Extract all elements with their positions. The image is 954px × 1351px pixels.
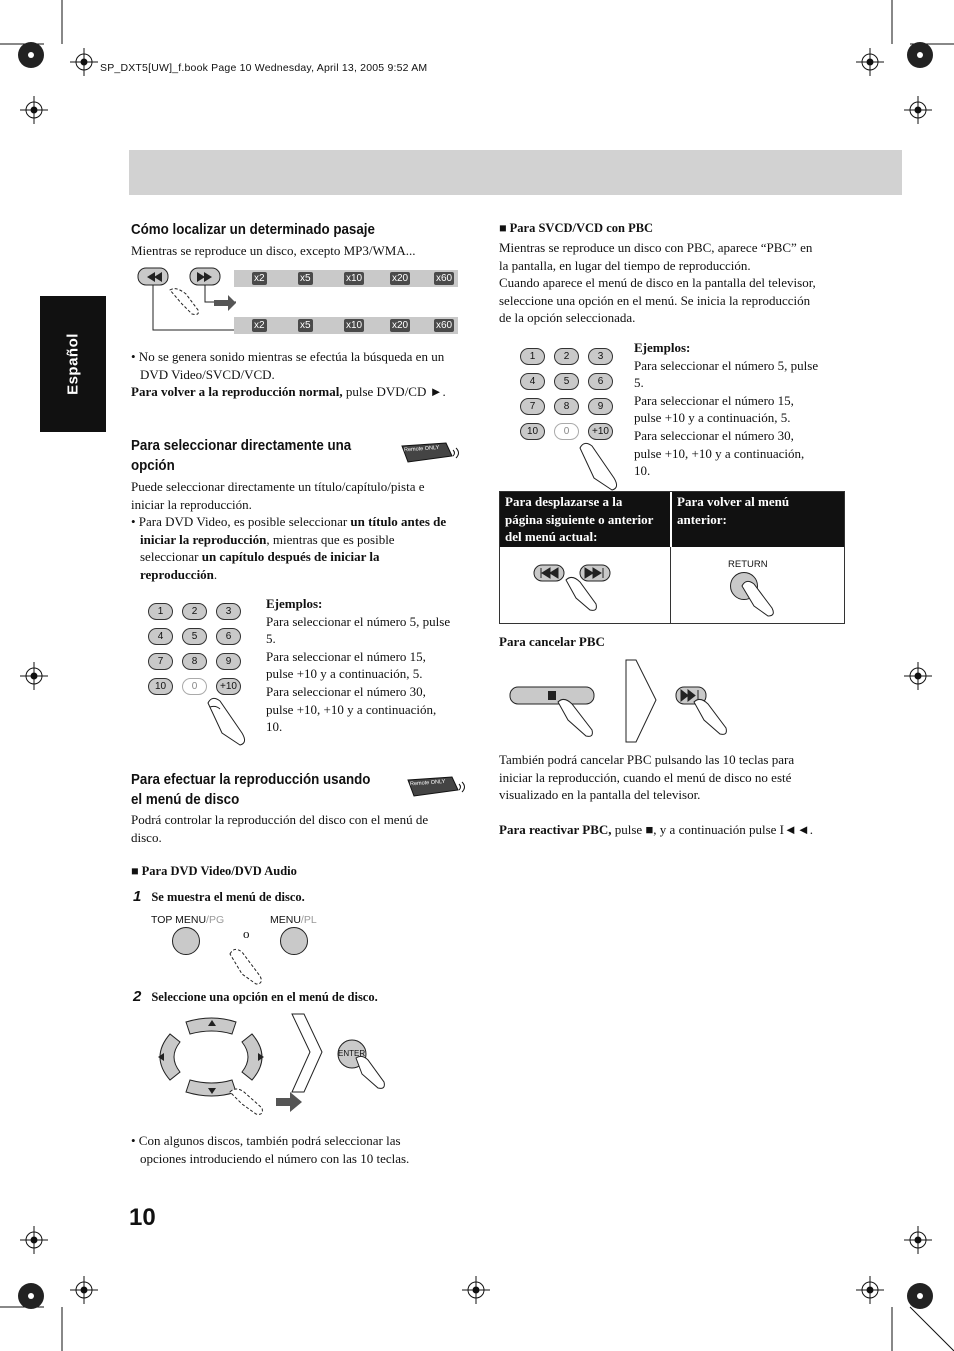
reactivate-bold: Para reactivar PBC,	[499, 822, 612, 837]
language-tab-label: Español	[64, 333, 82, 395]
direct-bullet-line2	[131, 531, 476, 549]
direct-bullet-line3	[131, 548, 476, 566]
menu-bullet-1: • Con algunos discos, también podrá seleccionar las	[131, 1133, 401, 1148]
top-menu-label	[151, 914, 224, 926]
menu-sub: /PL	[300, 914, 317, 926]
ex-right-6: 10.	[634, 463, 651, 479]
page-number: 10	[129, 1204, 156, 1231]
ex-right-3: pulse +10 y a continuación, 5.	[634, 410, 791, 426]
cancel-line-0: También podrá cancelar PBC pulsando las 10 teclas para	[499, 752, 795, 767]
key-8[interactable]: 8	[554, 398, 579, 415]
key-10[interactable]: 10	[148, 678, 173, 695]
menu-button[interactable]	[280, 927, 308, 955]
key-plus10[interactable]: +10	[216, 678, 241, 695]
section-title-direct	[131, 436, 351, 476]
cancel-pbc-diagram	[506, 656, 736, 746]
search-return-line	[131, 383, 446, 401]
ex-left-4: Para seleccionar el número 30,	[266, 683, 426, 699]
svcd-line-4: de la opción seleccionada.	[499, 310, 636, 326]
head2-line0: Para volver al menú	[677, 494, 790, 509]
ex-right-0: Para seleccionar el número 5, pulse	[634, 357, 819, 373]
finger-icon	[202, 693, 252, 749]
file-header: SP_DXT5[UW]_f.book Page 10 Wednesday, April 13, 2005 9:52 AM	[100, 62, 428, 74]
key-4[interactable]: 4	[520, 373, 545, 390]
return-label: RETURN	[728, 559, 768, 570]
key-3[interactable]: 3	[216, 603, 241, 620]
head1-line2: del menú actual:	[505, 529, 598, 545]
step-2	[133, 988, 378, 1006]
fwd-speed-1: x5	[300, 273, 311, 284]
svcd-line-1: la pantalla, en lugar del tiempo de reproducción.	[499, 257, 751, 273]
rev-speed-4: x60	[436, 320, 453, 331]
pbc-table-divider	[670, 547, 671, 623]
direct-bullet-line4	[131, 566, 476, 584]
ex-left-5: pulse +10, +10 y a continuación,	[266, 701, 437, 717]
key-1[interactable]: 1	[520, 348, 545, 365]
menu-bullet-2: opciones introduciendo el número con las 10 teclas.	[140, 1150, 410, 1166]
rev-speed-2: x10	[346, 320, 363, 331]
remote-only-badge-2: Remote ONLY	[409, 778, 446, 788]
key-6[interactable]: 6	[216, 628, 241, 645]
key-5[interactable]: 5	[554, 373, 579, 390]
cancel-pbc-title: Para cancelar PBC	[499, 634, 605, 649]
cursor-pad[interactable]	[150, 1012, 400, 1122]
pbc-table-head-1	[500, 492, 670, 547]
step-2-text: Seleccione una opción en el menú de disco.	[151, 990, 378, 1004]
examples-left	[266, 595, 471, 736]
key-3[interactable]: 3	[588, 348, 613, 365]
bullet-a3: seleccionar	[140, 549, 202, 565]
direct-bullet-line1	[131, 513, 476, 531]
bullet-a2: , mientras que es posible	[266, 531, 395, 547]
svcd-line-3: seleccione una opción en el menú. Se inicia la reproducción	[499, 292, 811, 308]
top-menu-button[interactable]	[172, 927, 200, 955]
key-0[interactable]: 0	[182, 678, 207, 695]
keypad-right	[520, 348, 620, 498]
step-1	[133, 888, 305, 906]
step-1-number: 1	[133, 888, 142, 905]
title-band	[129, 150, 902, 195]
rev-speed-3: x20	[392, 320, 409, 331]
ex-right-4: Para seleccionar el número 30,	[634, 427, 794, 443]
ex-left-0: Para seleccionar el número 5, pulse	[266, 613, 451, 629]
step-2-number: 2	[133, 988, 142, 1005]
menu-p1: Podrá controlar la reproducción del disco con el menú de	[131, 812, 429, 827]
finger-icon-menu	[226, 946, 266, 986]
svcd-line-2: Cuando aparece el menú de disco en la pantalla del televisor,	[499, 275, 816, 291]
bullet-b1: un título antes de	[350, 514, 447, 530]
key-10[interactable]: 10	[520, 423, 545, 440]
direct-p1: Puede seleccionar directamente un título/capítulo/pista e	[131, 479, 425, 494]
menu-body	[131, 811, 428, 846]
cancel-pbc-body	[499, 751, 849, 804]
direct-title-2: opción	[131, 458, 175, 474]
step-1-text: Se muestra el menú de disco.	[151, 890, 305, 904]
svcd-line-0: Mientras se reproduce un disco con PBC, aparece “PBC” en	[499, 240, 813, 255]
direct-title-1: Para seleccionar directamente una	[131, 438, 352, 454]
key-plus10[interactable]: +10	[588, 423, 613, 440]
pbc-table-head-2	[672, 492, 844, 547]
ex-left-3: pulse +10 y a continuación, 5.	[266, 666, 423, 682]
key-5[interactable]: 5	[182, 628, 207, 645]
fwd-speed-3: x20	[392, 273, 409, 284]
menu-p2: disco.	[131, 829, 162, 845]
menu-label	[270, 914, 317, 926]
menu-bullet	[131, 1132, 409, 1167]
keypad-left	[148, 603, 248, 753]
key-7[interactable]: 7	[520, 398, 545, 415]
search-note	[131, 348, 446, 401]
section-title-menu	[131, 770, 370, 810]
head2-line1: anterior:	[677, 511, 727, 527]
key-2[interactable]: 2	[182, 603, 207, 620]
examples-right-title: Ejemplos:	[634, 340, 691, 355]
pbc-table	[499, 491, 845, 624]
language-tab	[40, 296, 106, 432]
rev-speed-1: x5	[300, 320, 311, 331]
examples-right	[634, 339, 844, 480]
or-text: o	[243, 926, 250, 941]
cancel-line-2: visualizado en la pantalla del televisor.	[499, 787, 701, 803]
ex-right-1: 5.	[634, 375, 644, 391]
ex-right-5: pulse +10, +10 y a continuación,	[634, 445, 805, 461]
direct-p2: iniciar la reproducción.	[131, 496, 252, 512]
reactivate-pbc	[499, 821, 813, 839]
key-8[interactable]: 8	[182, 653, 207, 670]
search-intro: Mientras se reproduce un disco, excepto MP3/WMA...	[131, 243, 416, 258]
key-1[interactable]: 1	[148, 603, 173, 620]
enter-label: ENTER	[338, 1049, 366, 1058]
top-menu-text: TOP MENU	[151, 914, 207, 926]
examples-left-title: Ejemplos:	[266, 596, 323, 611]
svcd-body	[499, 239, 849, 327]
section-title-search: Cómo localizar un determinado pasaje	[131, 222, 375, 238]
key-4[interactable]: 4	[148, 628, 173, 645]
bullet-b2: iniciar la reproducción	[140, 531, 267, 547]
svcd-subheading: ■ Para SVCD/VCD con PBC	[499, 221, 654, 235]
menu-text: MENU	[270, 914, 301, 926]
ex-left-1: 5.	[266, 631, 276, 647]
top-menu-sub: /PG	[206, 914, 225, 926]
ex-left-2: Para seleccionar el número 15,	[266, 648, 426, 664]
ex-right-2: Para seleccionar el número 15,	[634, 392, 794, 408]
menu-title-1: Para efectuar la reproducción usando	[131, 772, 371, 788]
bullet-b3: un capítulo después de iniciar la	[201, 549, 380, 565]
head1-line1: página siguiente o anterior	[505, 511, 654, 527]
finger-icon-return	[738, 578, 778, 618]
key-6[interactable]: 6	[588, 373, 613, 390]
search-note-line2: DVD Video/SVCD/VCD.	[140, 366, 275, 382]
return-rest: pulse DVD/CD ►.	[342, 384, 446, 400]
direct-body	[131, 478, 476, 584]
menu-title-2: el menú de disco	[131, 792, 240, 808]
key-9[interactable]: 9	[588, 398, 613, 415]
reactivate-rest: pulse ■, y a continuación pulse I◄◄.	[611, 822, 813, 837]
key-0[interactable]: 0	[554, 423, 579, 440]
bullet-a4: .	[213, 566, 218, 582]
remote-only-badge: Remote ONLY	[403, 444, 440, 454]
ex-left-6: 10.	[266, 719, 283, 735]
head1-line0: Para desplazarse a la	[505, 494, 623, 509]
search-speed-diagram	[136, 266, 460, 338]
key-2[interactable]: 2	[554, 348, 579, 365]
fwd-speed-0: x2	[254, 273, 265, 284]
prev-next-buttons[interactable]	[530, 562, 620, 616]
search-note-line1: • No se genera sonido mientras se efectúa la búsqueda en un	[131, 349, 445, 364]
cancel-line-1: iniciar la reproducción, cuando el menú de disco no esté	[499, 769, 792, 785]
finger-icon	[574, 438, 624, 494]
key-9[interactable]: 9	[216, 653, 241, 670]
return-bold: Para volver a la reproducción normal,	[131, 384, 343, 400]
key-7[interactable]: 7	[148, 653, 173, 670]
bullet-a1: • Para DVD Video, es posible seleccionar	[131, 514, 351, 530]
bullet-b4: reproducción	[140, 566, 214, 582]
rev-speed-0: x2	[254, 320, 265, 331]
fwd-speed-2: x10	[346, 273, 363, 284]
fwd-speed-4: x60	[436, 273, 453, 284]
dvd-subheading: ■ Para DVD Video/DVD Audio	[131, 864, 297, 878]
